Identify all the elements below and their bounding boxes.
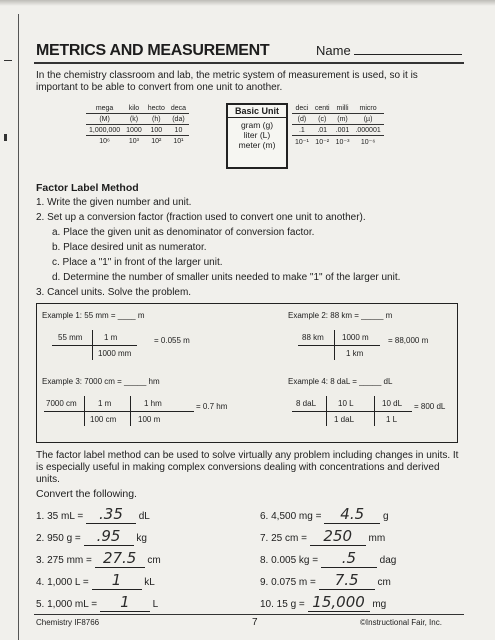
- margin-mark: [4, 134, 7, 141]
- example-2-result: = 88,000 m: [388, 336, 429, 345]
- prefix-power: 10⁶: [99, 138, 110, 145]
- problem-10: [260, 593, 386, 612]
- prefix-value: .01: [312, 125, 333, 136]
- answer-field[interactable]: 1: [100, 593, 150, 612]
- footer-left: Chemistry IF8766: [36, 618, 100, 627]
- example-4-prompt: Example 4: 8 daL = _____ dL: [288, 377, 393, 386]
- fraction-bar: [292, 411, 412, 412]
- name-label: Name: [316, 43, 351, 58]
- name-blank[interactable]: [354, 54, 462, 55]
- example-3-given: 7000 cm: [46, 399, 77, 408]
- example-2-numerator: 1000 m: [342, 333, 369, 342]
- answer-field[interactable]: 250: [310, 527, 366, 546]
- problem-question: 7. 25 cm =: [260, 533, 307, 544]
- header-rule: [34, 62, 464, 64]
- problem-question: 4. 1,000 L =: [36, 577, 89, 588]
- problem-question: 3. 275 mm =: [36, 555, 92, 566]
- prefix-abbr: (M): [86, 114, 123, 125]
- footer-right: ©Instructional Fair, Inc.: [360, 618, 442, 627]
- prefix-abbr: (k): [123, 114, 145, 125]
- fraction-divider: [334, 330, 335, 360]
- page-number: 7: [252, 617, 258, 628]
- example-1-prompt: Example 1: 55 mm = ____ m: [42, 311, 145, 320]
- example-1-result: = 0.055 m: [154, 336, 190, 345]
- prefix-abbr: (µ): [352, 114, 383, 125]
- step-2d: d. Determine the number of smaller units needed to make "1" of the larger unit.: [52, 272, 401, 283]
- factor-label-title: Factor Label Method: [36, 182, 139, 194]
- prefix-power: 10⁻¹: [295, 139, 309, 146]
- example-2-prompt: Example 2: 88 km = _____ m: [288, 311, 393, 320]
- answer-field[interactable]: .35: [86, 505, 136, 524]
- example-1-given: 55 mm: [58, 333, 83, 342]
- answer-field[interactable]: .5: [321, 549, 377, 568]
- problem-8: [260, 549, 396, 568]
- example-4-denominator-1: 1 daL: [334, 415, 355, 424]
- example-3-denominator-2: 100 m: [138, 415, 161, 424]
- problem-question: 2. 950 g =: [36, 533, 81, 544]
- prefix-name: deca: [168, 103, 189, 114]
- basic-unit-item: gram (g): [240, 120, 274, 130]
- prefix-power: 10⁻²: [315, 139, 330, 146]
- problem-unit: mg: [372, 599, 387, 610]
- prefix-power: 10³: [128, 138, 139, 145]
- basic-unit-item: liter (L): [243, 130, 271, 140]
- problem-unit: mm: [368, 533, 386, 544]
- problem-unit: dL: [138, 511, 150, 522]
- basic-unit-item: meter (m): [238, 140, 276, 150]
- footer-rule: [34, 614, 464, 615]
- fraction-bar: [298, 345, 380, 346]
- example-4-given: 8 daL: [296, 399, 317, 408]
- page-title: METRICS AND MEASUREMENT: [36, 42, 270, 59]
- problem-3: [36, 549, 161, 568]
- answer-field[interactable]: 1: [92, 571, 142, 590]
- step-2c: c. Place a "1" in front of the larger unit.: [52, 257, 223, 268]
- margin-mark: [4, 60, 12, 61]
- prefix-table-small: [292, 103, 384, 147]
- answer-field[interactable]: 15,000: [308, 593, 370, 612]
- prefix-name: hecto: [145, 103, 168, 114]
- basic-unit-title: Basic Unit: [228, 105, 286, 118]
- example-2-given: 88 km: [302, 333, 324, 342]
- prefix-power: 10¹: [173, 138, 184, 145]
- left-margin-rule: [18, 14, 19, 640]
- answer-field[interactable]: 4.5: [324, 505, 380, 524]
- problem-unit: L: [152, 599, 159, 610]
- example-1-numerator: 1 m: [104, 333, 118, 342]
- prefix-value: 1000: [123, 125, 145, 136]
- problem-question: 6. 4,500 mg =: [260, 511, 322, 522]
- problem-unit: dag: [379, 555, 397, 566]
- problem-5: [36, 593, 158, 612]
- problem-unit: g: [383, 511, 389, 522]
- prefix-value: 100: [145, 125, 168, 136]
- fraction-divider: [130, 396, 131, 426]
- problem-unit: kL: [144, 577, 155, 588]
- prefix-power: 10⁻⁶: [360, 139, 376, 146]
- prefix-value: .001: [333, 125, 353, 136]
- problem-2: [36, 527, 147, 546]
- problem-9: [260, 571, 391, 590]
- prefix-abbr: (h): [145, 114, 168, 125]
- prefix-table-large: [86, 103, 189, 146]
- problem-question: 1. 35 mL =: [36, 511, 84, 522]
- prefix-value: 1,000,000: [86, 125, 123, 136]
- prefix-value: 10: [168, 125, 189, 136]
- problem-unit: kg: [136, 533, 147, 544]
- convert-instruction: Convert the following.: [36, 488, 137, 500]
- fraction-divider: [92, 330, 93, 360]
- top-scan-edge: [0, 0, 495, 6]
- step-2b: b. Place desired unit as numerator.: [52, 242, 207, 253]
- problem-question: 8. 0.005 kg =: [260, 555, 319, 566]
- prefix-name: kilo: [123, 103, 145, 114]
- prefix-name: micro: [352, 103, 383, 114]
- prefix-abbr: (m): [333, 114, 353, 125]
- problem-1: [36, 505, 150, 524]
- problem-unit: cm: [147, 555, 161, 566]
- example-3-numerator-1: 1 m: [98, 399, 112, 408]
- problem-7: [260, 527, 385, 546]
- example-3-prompt: Example 3: 7000 cm = _____ hm: [42, 377, 160, 386]
- answer-field[interactable]: 7.5: [319, 571, 375, 590]
- example-4-numerator-2: 10 dL: [382, 399, 403, 408]
- example-3-denominator-1: 100 cm: [90, 415, 117, 424]
- prefix-abbr: (d): [292, 114, 312, 125]
- example-2-denominator: 1 km: [346, 349, 364, 358]
- prefix-power: 10⁻³: [335, 139, 350, 146]
- fraction-bar: [44, 411, 194, 412]
- prefix-name: milli: [333, 103, 353, 114]
- basic-unit-box: [226, 103, 288, 169]
- method-paragraph: The factor label method can be used to solve virtually any problem including changes in units. It is especially useful in making complex conversions dealing with concentrations and derived units.: [36, 450, 459, 485]
- answer-field[interactable]: 27.5: [95, 549, 145, 568]
- problem-question: 5. 1,000 mL =: [36, 599, 98, 610]
- answer-field[interactable]: .95: [84, 527, 134, 546]
- problem-4: [36, 571, 155, 590]
- prefix-name: deci: [292, 103, 312, 114]
- prefix-name: centi: [312, 103, 333, 114]
- fraction-divider: [84, 396, 85, 426]
- prefix-power: 10²: [151, 138, 162, 145]
- name-field[interactable]: [316, 43, 462, 58]
- example-3-result: = 0.7 hm: [196, 402, 228, 411]
- fraction-bar: [52, 345, 137, 346]
- example-4-numerator-1: 10 L: [338, 399, 354, 408]
- step-2: 2. Set up a conversion factor (fraction used to convert one unit to another).: [36, 212, 366, 223]
- problem-unit: cm: [377, 577, 391, 588]
- problem-question: 10. 15 g =: [260, 599, 305, 610]
- prefix-abbr: (c): [312, 114, 333, 125]
- fraction-divider: [326, 396, 327, 426]
- step-3: 3. Cancel units. Solve the problem.: [36, 287, 192, 298]
- prefix-value: .000001: [352, 125, 383, 136]
- step-1: 1. Write the given number and unit.: [36, 197, 192, 208]
- prefix-name: mega: [86, 103, 123, 114]
- example-1-denominator: 1000 mm: [98, 349, 132, 358]
- fraction-divider: [374, 396, 375, 426]
- example-4-result: = 800 dL: [414, 402, 446, 411]
- problem-question: 9. 0.075 m =: [260, 577, 316, 588]
- prefix-value: .1: [292, 125, 312, 136]
- prefix-abbr: (da): [168, 114, 189, 125]
- problem-6: [260, 505, 389, 524]
- example-4-denominator-2: 1 L: [386, 415, 398, 424]
- intro-text: In the chemistry classroom and lab, the metric system of measurement is used, so it is important to be able to convert from one unit to another.: [36, 70, 418, 93]
- example-3-numerator-2: 1 hm: [144, 399, 162, 408]
- step-2a: a. Place the given unit as denominator of conversion factor.: [52, 227, 315, 238]
